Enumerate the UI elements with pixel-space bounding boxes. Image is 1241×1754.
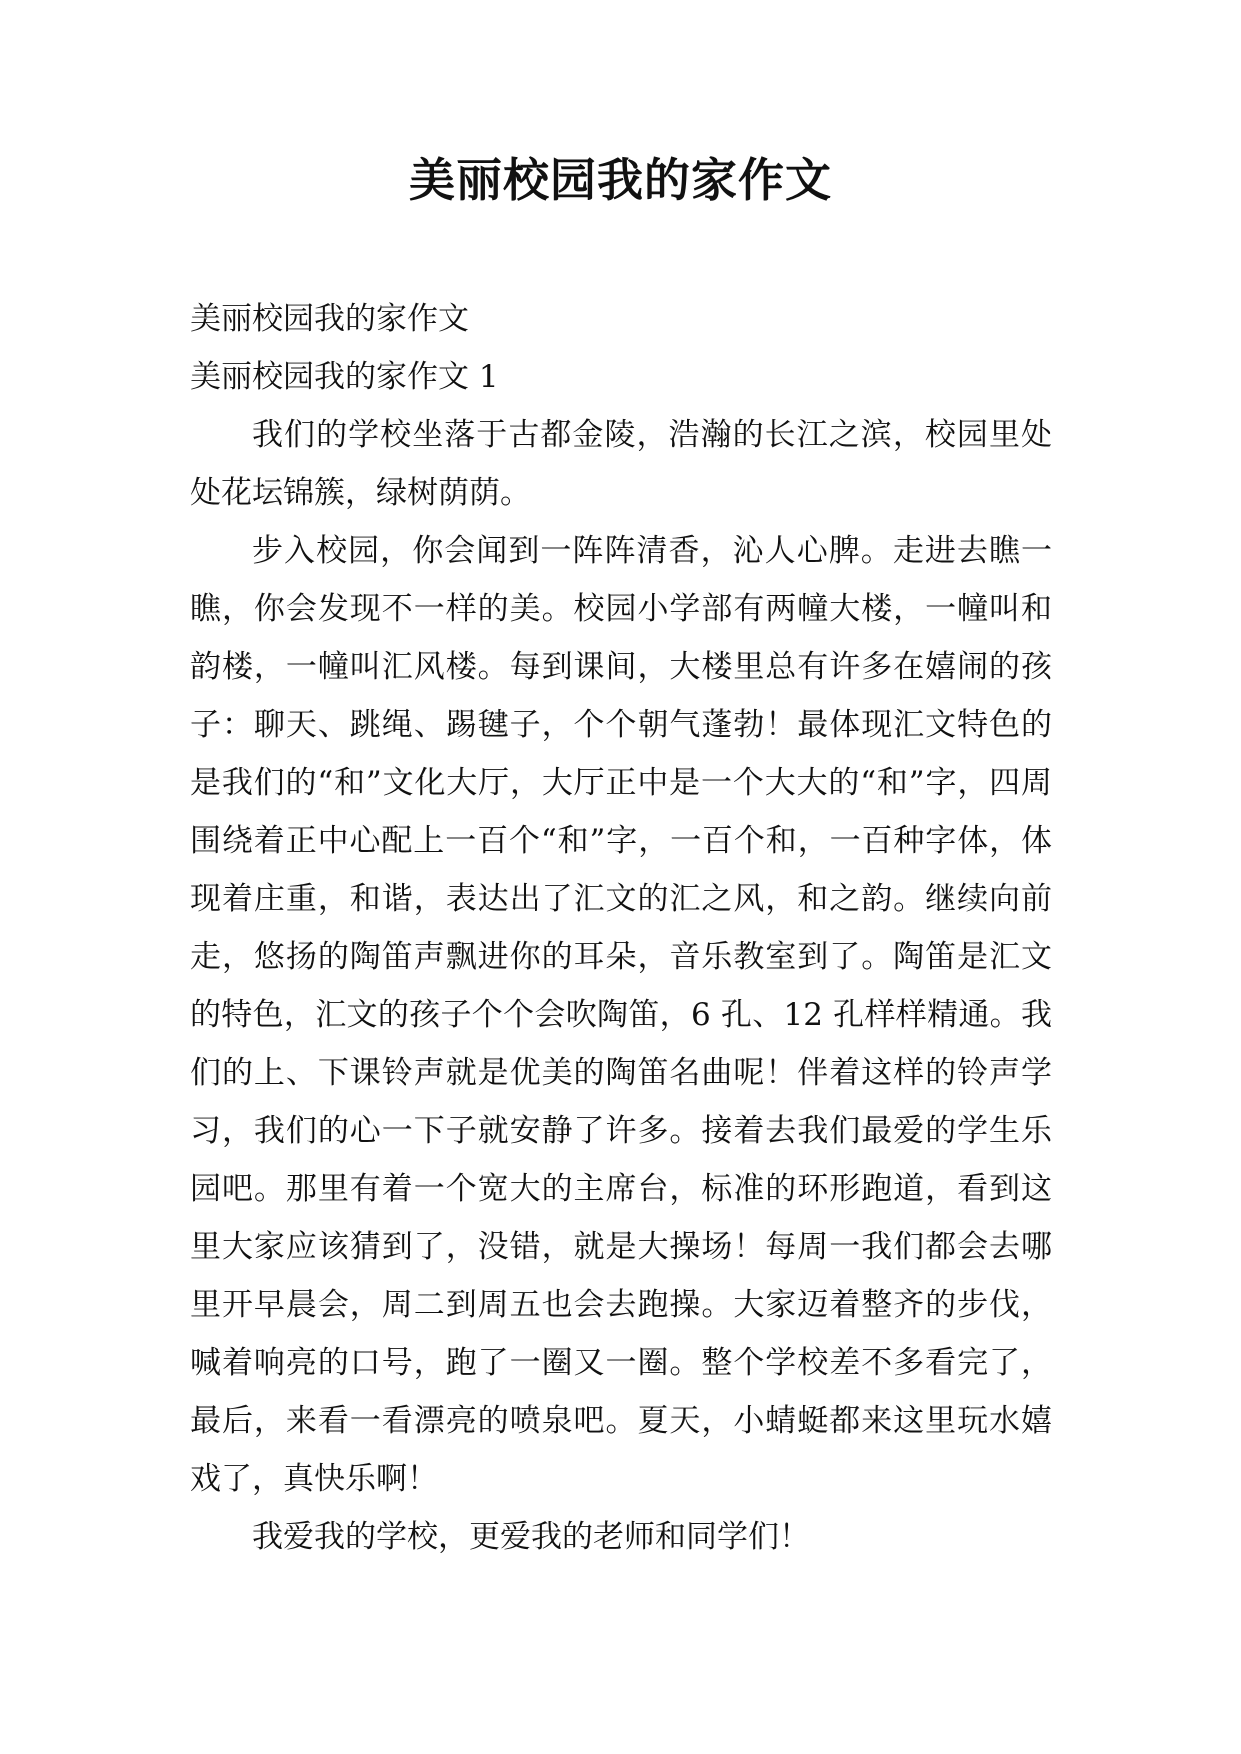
document-subtitle: 美丽校园我的家作文 [190, 301, 469, 337]
document-body [190, 290, 1052, 1566]
document-title: 美丽校园我的家作文 [409, 153, 832, 207]
paragraph-1: 我们的学校坐落于古都金陵，浩瀚的长江之滨，校园里处处花坛锦簇，绿树荫荫。 [190, 417, 1052, 511]
section-heading: 美丽校园我的家作文 1 [190, 359, 499, 395]
paragraph-3: 我爱我的学校，更爱我的老师和同学们！ [252, 1519, 810, 1555]
paragraph-2: 步入校园，你会闻到一阵阵清香，沁人心脾。走进去瞧一瞧，你会发现不一样的美。校园小学部有两幢大楼，一幢叫和韵楼，一幢叫汇风楼。每到课间，大楼里总有许多在嬉闹的孩子：聊天、跳绳、踢毽子，个个朝气蓬勃！最体现汇文特色的是我们的“和”文化大厅，大厅正中是一个大大的“和”字，四周围绕着正中心配上一百个“和”字，一百个和，一百种字体，体现着庄重，和谐，表达出了汇文的汇之风，和之韵。继续向前走，悠扬的陶笛声飘进你的耳朵，音乐教室到了。陶笛是汇文的特色，汇文的孩子个个会吹陶笛，6 孔、12 孔样样精通。我们的上、下课铃声就是优美的陶笛名曲呢！伴着这样的铃声学习，我们的心一下子就安静了许多。接着去我们最爱的学生乐园吧。那里有着一个宽大的主席台，标准的环形跑道，看到这里大家应该猜到了，没错，就是大操场！每周一我们都会去哪里开早晨会，周二到周五也会去跑操。大家迈着整齐的步伐，喊着响亮的口号，跑了一圈又一圈。整个学校差不多看完了，最后，来看一看漂亮的喷泉吧。夏天，小蜻蜓都来这里玩水嬉戏了，真快乐啊！ [190, 533, 1052, 1497]
